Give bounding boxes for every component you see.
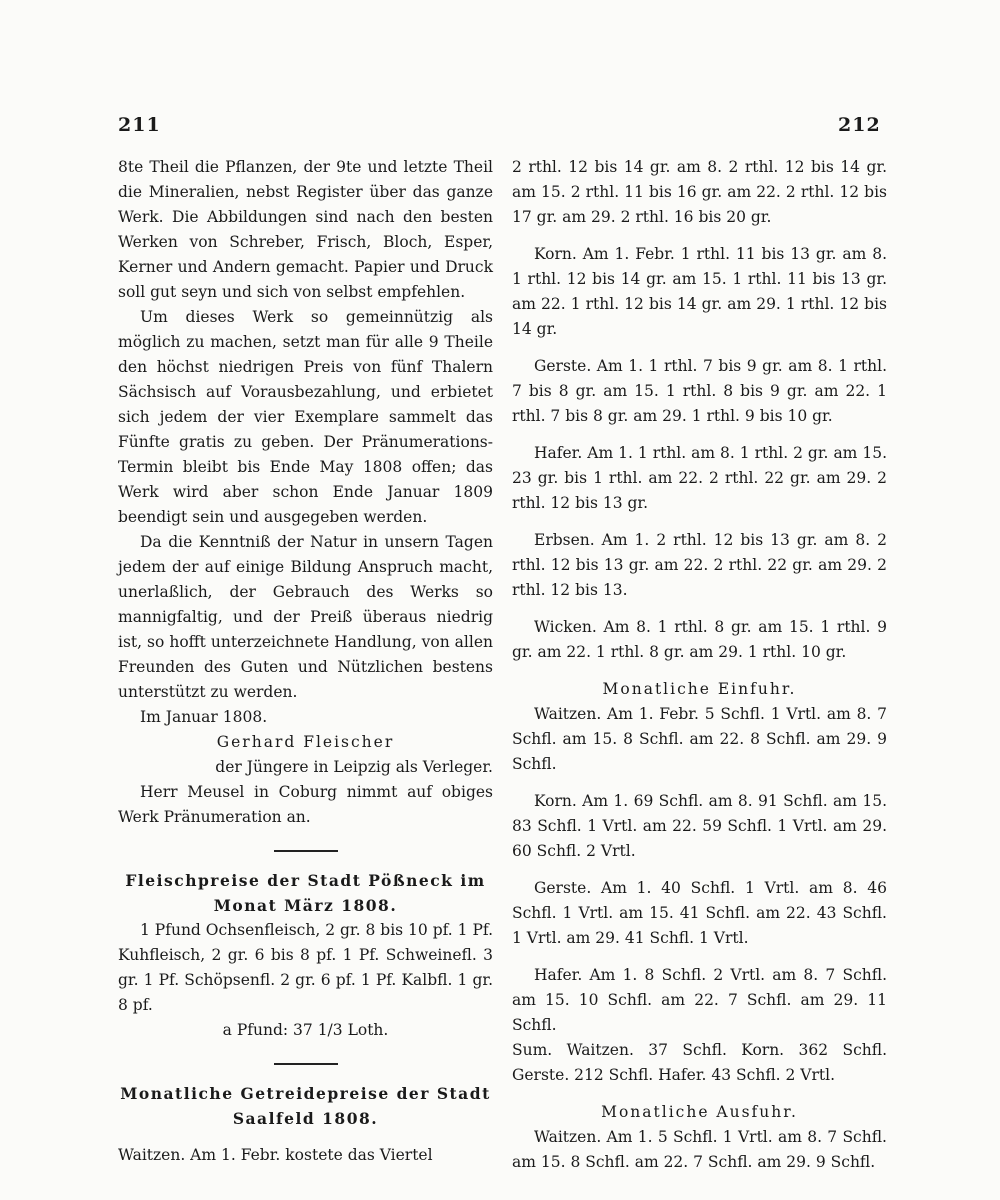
grain-prices-heading: Monatliche Getreidepreise der Stadt Saalfeld 1808.	[120, 1084, 491, 1128]
left-column	[118, 155, 493, 1168]
section-divider	[274, 850, 338, 852]
publisher-location: der Jüngere in Leipzig als Verleger.	[215, 758, 493, 776]
monthly-export-heading: Monatliche Ausfuhr.	[601, 1103, 798, 1121]
date-line: Im Januar 1808.	[140, 708, 268, 726]
erbsen-prices: Erbsen. Am 1. 2 rthl. 12 bis 13 gr. am 8. 2 rthl. 12 bis 13 gr. am 22. 2 rthl. 22 gr. am 29. 2 rthl. 12 bis 13.	[512, 531, 887, 599]
meat-prices-list: 1 Pfund Ochsenfleisch, 2 gr. 8 bis 10 pf. 1 Pf. Kuhfleisch, 2 gr. 6 bis 8 pf. 1 Pf. Schweinefl. 3 gr. 1 Pf. Schöpsenfl. 2 gr. 6 pf. 1 Pf. Kalbfl. 1 gr. 8 pf.	[118, 921, 493, 1014]
paragraph-price-offer: Um dieses Werk so gemeinnützig als möglich zu machen, setzt man für alle 9 Theile den höchst niedrigen Preis von fünf Thalern Sächsisch auf Vorausbezahlung, und erbietet sich jedem der vier Exemplare sammelt das Fünfte gratis zu geben. Der Pränumerations-Termin bleibt bis Ende May 1808 offen; das Werk wird aber schon Ende Januar 1809 beendigt sein und ausgegeben werden.	[118, 308, 493, 526]
gerste-prices: Gerste. Am 1. 1 rthl. 7 bis 9 gr. am 8. 1 rthl. 7 bis 8 gr. am 15. 1 rthl. 8 bis 9 gr. am 22. 1 rthl. 7 bis 8 gr. am 29. 1 rthl. 9 bis 10 gr.	[512, 357, 887, 425]
pranumeration-note: Herr Meusel in Coburg nimmt auf obiges Werk Pränumeration an.	[118, 783, 493, 826]
import-gerste: Gerste. Am 1. 40 Schfl. 1 Vrtl. am 8. 46 Schfl. 1 Vrtl. am 15. 41 Schfl. am 22. 43 Schfl. 1 Vrtl. am 29. 41 Schfl. 1 Vrtl.	[512, 879, 887, 947]
monthly-import-heading: Monatliche Einfuhr.	[602, 680, 797, 698]
import-waitzen: Waitzen. Am 1. Febr. 5 Schfl. 1 Vrtl. am 8. 7 Schfl. am 15. 8 Schfl. am 22. 8 Schfl. am 29. 9 Schfl.	[512, 705, 887, 773]
hafer-prices: Hafer. Am 1. 1 rthl. am 8. 1 rthl. 2 gr. am 15. 23 gr. bis 1 rthl. am 22. 2 rthl. 22 gr. am 29. 2 rthl. 12 bis 13 gr.	[512, 444, 887, 512]
paragraph-natural-history-volumes: 8te Theil die Pflanzen, der 9te und letzte Theil die Mineralien, nebst Register über das ganze Werk. Die Abbildungen sind nach den besten Werken von Schreber, Frisch, Bloch, Esper, Kerner und Andern gemacht. Papier und Druck soll gut seyn und sich von selbst empfehlen.	[118, 158, 493, 301]
paragraph-knowledge-of-nature: Da die Kenntniß der Natur in unsern Tagen jedem der auf einige Bildung Anspruch macht, unerlaßlich, der Gebrauch des Werks so mannigfaltig, und der Preiß überaus niedrig ist, so hofft unterzeichnete Handlung, von allen Freunden des Guten und Nützlichen bestens unterstützt zu werden.	[118, 533, 493, 701]
weight-note: a Pfund: 37 1/3 Loth.	[222, 1021, 389, 1039]
import-hafer: Hafer. Am 1. 8 Schfl. 2 Vrtl. am 8. 7 Schfl. am 15. 10 Schfl. am 22. 7 Schfl. am 29. 11 Schfl.	[512, 966, 887, 1034]
waitzen-prices-start: Waitzen. Am 1. Febr. kostete das Viertel	[118, 1146, 433, 1164]
wicken-prices: Wicken. Am 8. 1 rthl. 8 gr. am 15. 1 rthl. 9 gr. am 22. 1 rthl. 8 gr. am 29. 1 rthl. 10 gr.	[512, 618, 887, 661]
waitzen-prices-continued: 2 rthl. 12 bis 14 gr. am 8. 2 rthl. 12 bis 14 gr. am 15. 2 rthl. 11 bis 16 gr. am 22. 2 rthl. 12 bis 17 gr. am 29. 2 rthl. 16 bis 20 gr.	[512, 158, 887, 226]
page-number-right: 212	[838, 114, 881, 136]
right-column	[512, 155, 887, 1175]
import-sum: Sum. Waitzen. 37 Schfl. Korn. 362 Schfl. Gerste. 212 Schfl. Hafer. 43 Schfl. 2 Vrtl.	[512, 1041, 887, 1084]
korn-prices: Korn. Am 1. Febr. 1 rthl. 11 bis 13 gr. am 8. 1 rthl. 12 bis 14 gr. am 15. 1 rthl. 11 bis 13 gr. am 22. 1 rthl. 12 bis 14 gr. am 29. 1 rthl. 12 bis 14 gr.	[512, 245, 887, 338]
export-waitzen: Waitzen. Am 1. 5 Schfl. 1 Vrtl. am 8. 7 Schfl. am 15. 8 Schfl. am 22. 7 Schfl. am 29. 9 Schfl.	[512, 1128, 887, 1171]
import-korn: Korn. Am 1. 69 Schfl. am 8. 91 Schfl. am 15. 83 Schfl. 1 Vrtl. am 22. 59 Schfl. 1 Vrtl. am 29. 60 Schfl. 2 Vrtl.	[512, 792, 887, 860]
publisher-name: Gerhard Fleischer	[216, 733, 395, 751]
section-divider	[274, 1063, 338, 1065]
meat-prices-heading: Fleischpreise der Stadt Pößneck im Monat März 1808.	[125, 871, 486, 915]
page-number-left: 211	[118, 114, 161, 136]
